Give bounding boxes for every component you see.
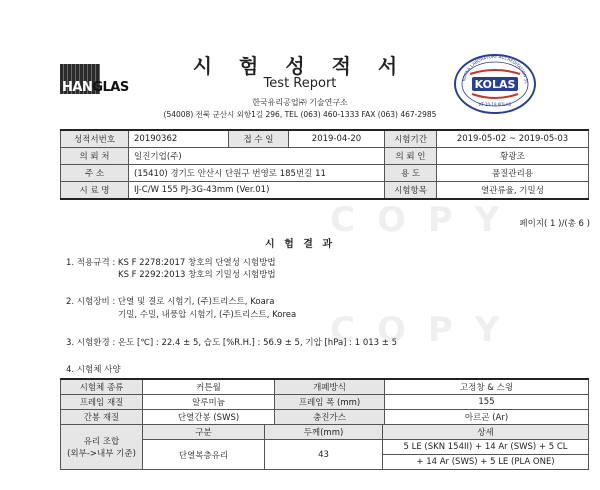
svg-text:KT 10-18 KOLAS: KT 10-18 KOLAS [478, 102, 512, 107]
col-thickness-header: 두께(mm) [265, 425, 383, 440]
requester-label: 의 뢰 인 [385, 148, 437, 165]
spacer-value: 단열간봉 (SWS) [143, 410, 275, 425]
report-info-table [60, 129, 589, 200]
svg-text:KOREA LABORATORY ACCREDITATION: KOREA LABORATORY ACCREDITATION SC [461, 53, 530, 85]
frame-label: 프레임 재질 [61, 395, 143, 410]
col-kind-header: 구분 [143, 425, 265, 440]
opening-label: 개폐방식 [275, 379, 385, 395]
gas-label: 충진가스 [275, 410, 385, 425]
glass-kind-value: 단열복층유리 [143, 440, 265, 470]
info-row-client [61, 148, 589, 165]
equipment-line-1: 2. 시험장비 : 단열 및 결로 시험기, (주)트리스트, Koara [66, 297, 275, 307]
period-value: 2019-05-02 ~ 2019-05-03 [437, 130, 589, 148]
specimen-spec-table [60, 378, 589, 470]
frame-width-value: 155 [385, 395, 589, 410]
glass-thickness-value: 43 [265, 440, 383, 470]
spacer-label: 간봉 재질 [61, 410, 143, 425]
report-no-label: 성적서번호 [61, 130, 129, 148]
frame-value: 알루미늄 [143, 395, 275, 410]
results-heading: 시 험 결 과 [264, 239, 336, 250]
organization-address: (54008) 전북 군산시 외항1길 296, TEL (063) 460-1333 FAX (063) 467-2985 [163, 110, 437, 119]
page-title: 시 험 성 적 서 [192, 54, 408, 78]
client-label: 의 뢰 처 [61, 148, 129, 165]
received-label: 접 수 일 [229, 130, 289, 148]
info-row-report [61, 130, 589, 148]
frame-width-label: 프레임 폭 (mm) [275, 395, 385, 410]
purpose-value: 품질관리용 [437, 165, 589, 182]
glass-combination-label [61, 425, 143, 470]
sample-value: IJ-C/W 155 PJ-3G-43mm (Ver.01) [129, 182, 385, 200]
standard-line-2: KS F 2292:2013 창호의 기밀성 시험방법 [118, 270, 276, 280]
report-no-value: 20190362 [129, 130, 229, 148]
standard-line-1: 1. 적용규격 : KS F 2278:2017 창호의 단열성 시험방법 [66, 258, 276, 268]
copy-watermark: COPY [330, 200, 522, 240]
gas-value: 아르곤 (Ar) [385, 410, 589, 425]
purpose-label: 용 도 [385, 165, 437, 182]
environment-line: 3. 시험환경 : 온도 [℃] : 22.4 ± 5, 습도 [%R.H.] : 56.9 ± 5, 기압 [hPa] : 1 013 ± 5 [66, 338, 398, 348]
sample-label: 시 료 명 [61, 182, 129, 200]
spec-row-type [61, 379, 589, 395]
received-value: 2019-04-20 [289, 130, 385, 148]
info-row-address [61, 165, 589, 182]
hanglas-brand: HANGLAS [62, 80, 129, 95]
kolas-seal [452, 52, 538, 116]
requester-value: 황광조 [437, 148, 589, 165]
copy-watermark: COPY [330, 310, 522, 350]
items-label: 시험항목 [385, 182, 437, 200]
address-label: 주 소 [61, 165, 129, 182]
glass-label-line-2: (외부->내부 기준) [67, 449, 136, 459]
client-value: 일진기업(주) [129, 148, 385, 165]
opening-value: 고정창 & 스윙 [385, 379, 589, 395]
page-number: 페이지( 1 )/(총 6 ) [519, 219, 590, 229]
equipment-line-2: 기밀, 수밀, 내풍압 시험기, (주)트리스트, Korea [118, 310, 297, 320]
col-detail-header: 상세 [383, 425, 589, 440]
glass-detail-line-2: + 14 Ar (SWS) + 5 LE (PLA ONE) [383, 455, 589, 470]
address-value: (15410) 경기도 안산시 단원구 번영로 185번길 11 [129, 165, 385, 182]
items-value: 열관류율, 기밀성 [437, 182, 589, 200]
info-row-sample [61, 182, 589, 200]
glass-label-line-1: 유리 조합 [83, 437, 120, 447]
spec-row-frame [61, 395, 589, 410]
spec-row-glass-header [61, 425, 589, 440]
type-value: 커튼월 [143, 379, 275, 395]
spec-row-spacer [61, 410, 589, 425]
page-subtitle: Test Report [263, 76, 337, 91]
glass-detail-line-1: 5 LE (SKN 154II) + 14 Ar (SWS) + 5 CL [383, 440, 589, 455]
type-label: 시험체 종류 [61, 379, 143, 395]
organization-name: 한국유리공업㈜ 기술연구소 [252, 98, 348, 107]
period-label: 시험기간 [385, 130, 437, 148]
specimen-heading: 4. 시험체 사양 [66, 365, 121, 375]
svg-text:KOLAS: KOLAS [474, 78, 516, 91]
